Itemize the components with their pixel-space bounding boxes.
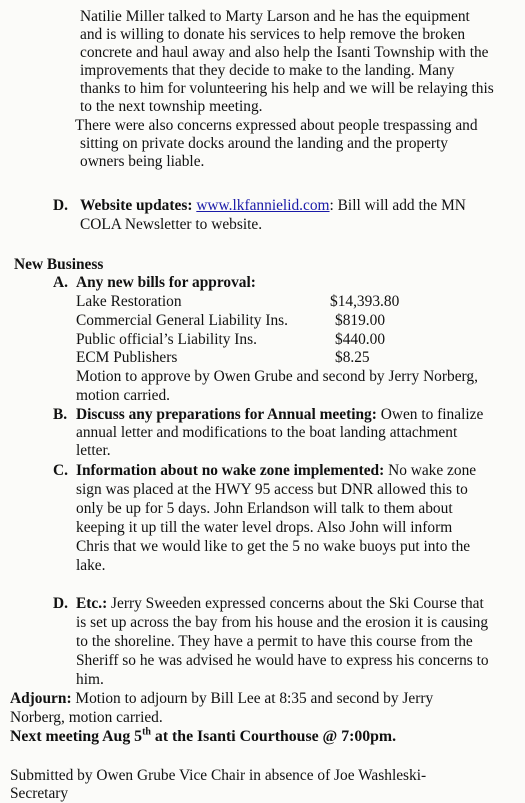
item-marker: D. — [53, 197, 68, 214]
website-heading: Website updates: — [80, 197, 193, 214]
text-line: sitting on private docks around the landing and the property — [80, 135, 449, 152]
etc-line-1 — [76, 595, 484, 613]
annual-meeting-line-1 — [76, 406, 483, 424]
text-line: lake. — [76, 557, 106, 574]
bill-amount: $440.00 — [335, 331, 386, 348]
text-line: There were also concerns expressed about people trespassing and — [75, 117, 478, 134]
text-line: letter. — [76, 442, 111, 459]
next-meeting-location: at the Isanti Courthouse @ 7:00pm. — [150, 728, 397, 745]
text-line: Natilie Miller talked to Marty Larson and he has the equipment — [80, 8, 470, 25]
etc-heading: Etc.: — [76, 595, 108, 612]
text-line: Motion to approve by Owen Grube and second by Jerry Norberg, — [76, 368, 478, 385]
text-line: motion carried. — [76, 387, 171, 404]
annual-meeting-text: Owen to finalize — [376, 406, 484, 423]
no-wake-line-1 — [76, 462, 476, 480]
text-line: Chris that we would like to get the 5 no wake buoys put into the — [76, 538, 471, 555]
next-meeting-sup: th — [142, 726, 151, 738]
text-line: concrete and haul away and also help the Isanti Township with the — [80, 44, 489, 61]
no-wake-heading: Information about no wake zone implemented: — [76, 462, 385, 479]
text-line: and is willing to donate his services to help remove the broken — [80, 26, 466, 43]
bill-amount: $14,393.80 — [330, 293, 400, 310]
text-line: Submitted by Owen Grube Vice Chair in absence of Joe Washleski- — [10, 767, 427, 784]
text-line: is set up across the bay from his house and the erosion it is causing — [76, 614, 489, 631]
etc-text: Jerry Sweeden expressed concerns about the Ski Course that — [107, 595, 484, 612]
item-marker: A. — [53, 274, 68, 291]
text-line: to the shoreline. They have a permit to have this course from the — [76, 633, 473, 650]
adjourn-text: Motion to adjourn by Bill Lee at 8:35 and second by Jerry — [71, 690, 434, 707]
text-line: him. — [76, 671, 104, 688]
next-meeting — [10, 728, 396, 746]
text-line: keeping it up till the water level drops. Also John will inform — [76, 519, 453, 536]
new-business-heading: New Business — [14, 256, 104, 273]
bill-name: Commercial General Liability Ins. — [76, 312, 288, 329]
text-line: Norberg, motion carried. — [10, 709, 163, 726]
text-line: thanks to him for volunteering his help and we will be relaying this — [80, 80, 494, 97]
adjourn-line-1 — [10, 690, 433, 708]
adjourn-heading: Adjourn: — [10, 690, 72, 707]
text-line: owners being liable. — [80, 153, 205, 170]
text-line: sign was placed at the HWY 95 access but DNR allowed this to — [76, 481, 468, 498]
text-line: Sheriff so he was advised he would have to express his concerns to — [76, 652, 489, 669]
bill-name: Public official’s Liability Ins. — [76, 331, 257, 348]
text-line: improvements that they decide to make to the landing. Many — [80, 62, 455, 79]
website-text: : Bill will add the MN — [329, 197, 466, 214]
text-line: Secretary — [10, 785, 69, 802]
next-meeting-text: Next meeting Aug 5 — [10, 728, 143, 745]
website-link[interactable]: www.lkfannielid.com — [196, 197, 330, 214]
bill-name: Lake Restoration — [76, 293, 182, 310]
website-line-1 — [80, 197, 466, 215]
bills-heading: Any new bills for approval: — [76, 274, 256, 291]
bill-amount: $8.25 — [335, 349, 370, 366]
annual-meeting-heading: Discuss any preparations for Annual meeting: — [76, 406, 377, 423]
bill-name: ECM Publishers — [76, 349, 178, 366]
bill-amount: $819.00 — [335, 312, 386, 329]
text-line: annual letter and modifications to the boat landing attachment — [76, 424, 458, 441]
no-wake-text: No wake zone — [384, 462, 477, 479]
item-marker: D. — [53, 595, 68, 612]
text-line: only be up for 5 days. John Erlandson will talk to them about — [76, 500, 453, 517]
item-marker: C. — [53, 462, 68, 479]
item-marker: B. — [53, 406, 68, 423]
text-line: to the next township meeting. — [80, 98, 263, 115]
text-line: COLA Newsletter to website. — [80, 216, 263, 233]
